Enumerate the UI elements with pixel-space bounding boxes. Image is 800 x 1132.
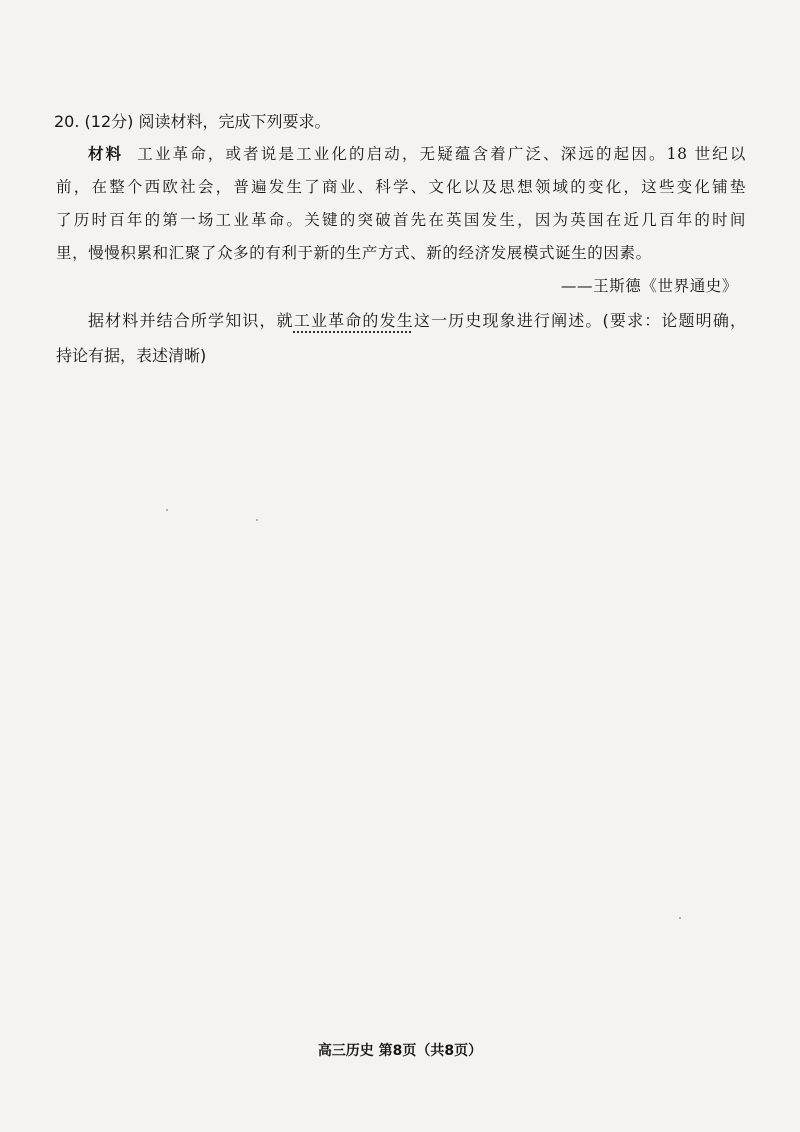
material-line-1 [88, 143, 746, 165]
scan-speck [166, 509, 168, 511]
task-line-2: 持论有据，表述清晰) [56, 346, 207, 365]
material-label: 材料 [88, 145, 124, 163]
task-text-a: 据材料并结合所学知识，就 [88, 311, 294, 330]
material-line-4: 里，慢慢积累和汇聚了众多的有利于新的生产方式、新的经济发展模式诞生的因素。 [56, 244, 652, 262]
page-footer: 高三历史 第8页（共8页） [317, 1043, 483, 1059]
task-text-b: 这一历史现象进行阐述。(要求：论题明确， [413, 311, 746, 330]
scan-speck [256, 519, 258, 521]
material-line-3: 了历时百年的第一场工业革命。关键的突破首先在英国发生，因为英国在近几百年的时间 [56, 211, 746, 229]
material-text-1: 工业革命，或者说是工业化的启动，无疑蕴含着广泛、深远的起因。18 世纪以 [137, 145, 746, 163]
material-source: ——王斯德《世界通史》 [560, 277, 738, 295]
task-emphasis: 工业革命的发生 [293, 311, 414, 330]
scan-speck [679, 917, 681, 919]
task-line-1 [88, 310, 746, 332]
material-line-2: 前，在整个西欧社会，普遍发生了商业、科学、文化以及思想领域的变化，这些变化铺垫 [56, 178, 746, 196]
question-header: 20. (12分) 阅读材料，完成下列要求。 [54, 112, 331, 131]
